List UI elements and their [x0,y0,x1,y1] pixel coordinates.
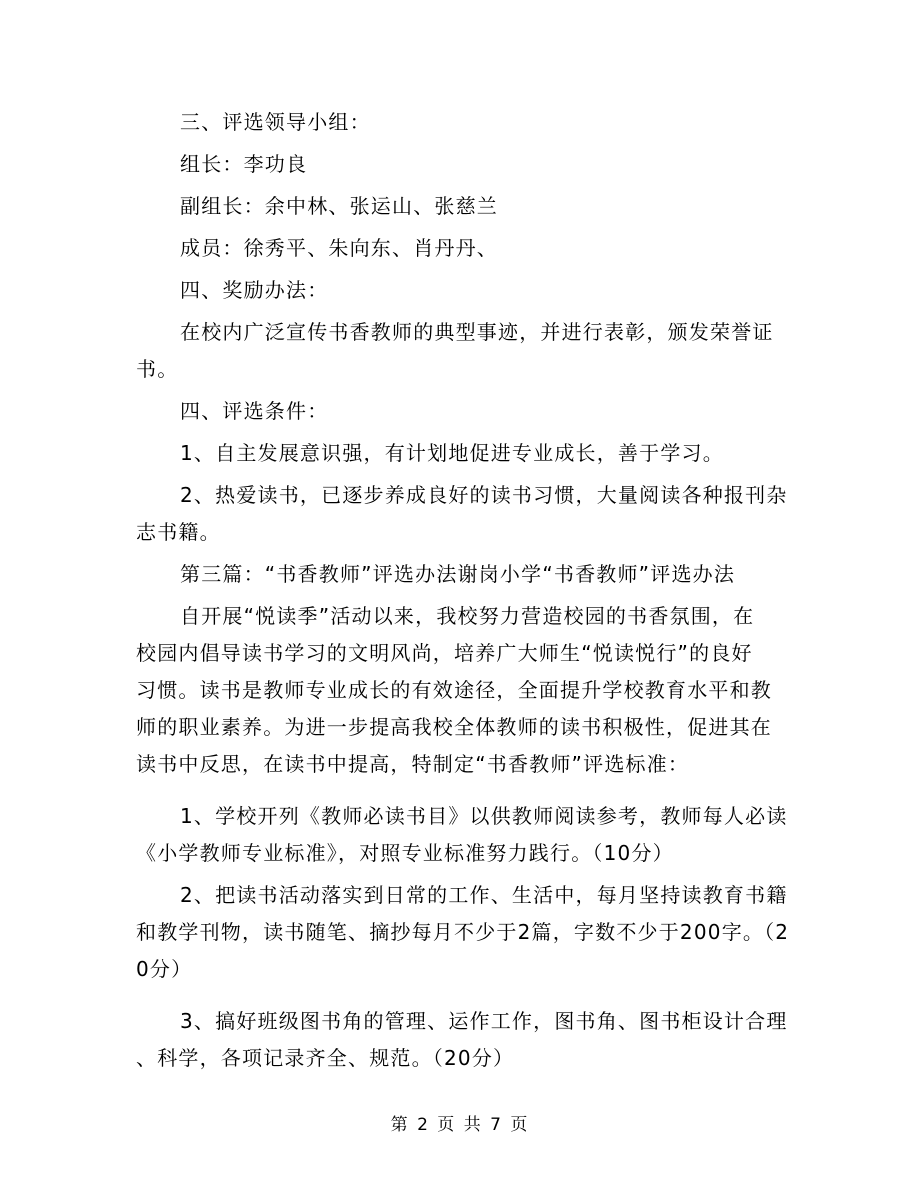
body-line: 《小学教师专业标准》，对照专业标准努力践行。（10分） [136,841,674,865]
body-line: 书。 [136,357,179,381]
body-line: 读书中反思，在读书中提高，特制定“书香教师”评选标准： [136,752,690,776]
body-line: 师的职业素养。为进一步提高我校全体教师的读书积极性，促进其在 [136,715,772,739]
body-line: 志书籍。 [136,520,221,544]
page-number-footer: 第 2 页 共 7 页 [390,1115,530,1135]
section-heading-criteria: 四、评选条件： [180,399,329,423]
chapter-heading: 第三篇：“书香教师”评选办法谢岗小学“书香教师”评选办法 [180,562,736,586]
body-line: 校园内倡导读书学习的文明风尚，培养广大师生“悦读悦行”的良好 [136,641,753,665]
body-line: 和教学刊物，读书随笔、摘抄每月不少于2篇，字数不少于200字。（2 [136,920,790,944]
body-line: 2、热爱读书，已逐步养成良好的读书习惯，大量阅读各种报刊杂 [180,483,788,507]
body-line: 1、学校开列《教师必读书目》以供教师阅读参考，教师每人必读 [180,804,788,828]
section-heading-leadership-group: 三、评选领导小组： [180,110,371,134]
body-line: 习惯。读书是教师专业成长的有效途径，全面提升学校教育水平和教 [136,678,772,702]
body-line: 在校内广泛宣传书香教师的典型事迹，并进行表彰，颁发荣誉证 [180,320,774,344]
body-line: 自开展“悦读季”活动以来，我校努力营造校园的书香氛围，在 [180,604,755,628]
body-line: 2、把读书活动落实到日常的工作、生活中，每月坚持读教育书籍 [180,883,788,907]
body-line: 1、自主发展意识强，有计划地促进专业成长，善于学习。 [180,441,724,465]
body-line: 成员：徐秀平、朱向东、肖丹丹、 [180,236,498,260]
body-line: 副组长：余中林、张运山、张慈兰 [180,194,498,218]
body-line: 0分） [136,957,193,981]
body-line: 、科学，各项记录齐全、规范。（20分） [136,1046,515,1070]
body-line: 组长：李功良 [180,152,308,176]
body-line: 3、搞好班级图书角的管理、运作工作，图书角、图书柜设计合理 [180,1009,788,1033]
section-heading-rewards: 四、奖励办法： [180,278,329,302]
